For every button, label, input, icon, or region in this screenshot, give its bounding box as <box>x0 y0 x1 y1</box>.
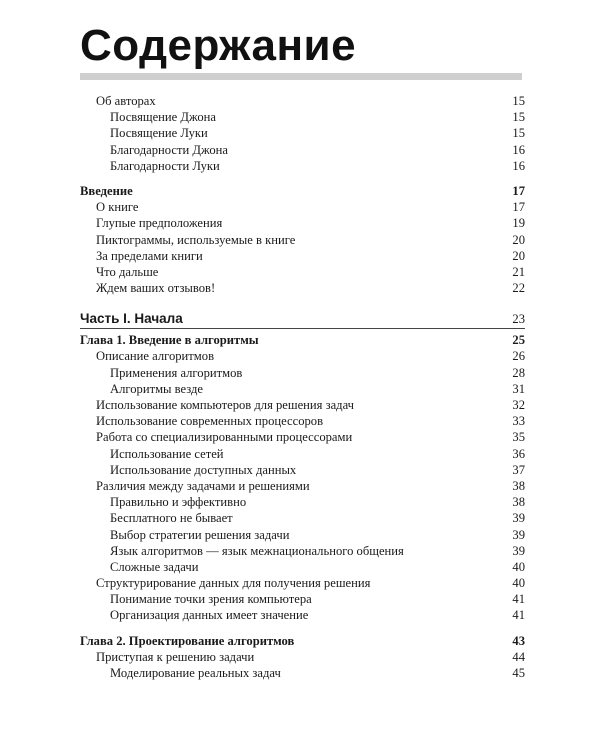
toc-page-number: 26 <box>512 349 525 364</box>
toc-entry[interactable] <box>80 478 525 494</box>
toc-chapter-entry[interactable] <box>80 332 525 348</box>
toc-page-number: 39 <box>512 527 525 542</box>
toc-page-number: 15 <box>512 94 525 108</box>
toc-entry[interactable] <box>80 215 525 231</box>
toc-entry-title: Приступая к решению задачи <box>96 649 255 664</box>
toc-entry-title: Ждем ваших отзывов! <box>96 281 216 296</box>
toc-entry[interactable] <box>80 429 525 445</box>
toc-entry[interactable] <box>80 199 525 215</box>
toc-page-number: 23 <box>512 312 525 327</box>
toc-entry[interactable] <box>80 397 525 413</box>
toc-page-number: 38 <box>512 495 525 510</box>
toc-entry-title: Использование сетей <box>110 446 224 461</box>
toc-page-number: 15 <box>512 126 525 141</box>
toc-entry-title: Организация данных имеет значение <box>110 608 309 623</box>
toc-part-heading[interactable] <box>80 311 525 329</box>
toc-entry[interactable] <box>80 462 525 478</box>
toc-page-number: 20 <box>512 248 525 263</box>
toc-entry[interactable] <box>80 413 525 429</box>
toc-page-number: 15 <box>512 110 525 125</box>
toc-entry[interactable] <box>80 232 525 248</box>
toc-entry[interactable] <box>80 665 525 681</box>
toc-entry[interactable] <box>80 365 525 381</box>
toc-entry-title: Понимание точки зрения компьютера <box>110 592 312 607</box>
toc-entry-title: Глава 1. Введение в алгоритмы <box>80 333 259 348</box>
toc-entry[interactable] <box>80 494 525 510</box>
toc-entry[interactable] <box>80 264 525 280</box>
toc-page-number: 35 <box>512 430 525 445</box>
toc-entry-title: Различия между задачами и решениями <box>96 478 310 493</box>
toc-page-number: 40 <box>512 576 525 591</box>
toc-page-number: 19 <box>512 216 525 231</box>
page-title: Содержание <box>80 21 357 70</box>
toc-page-number: 41 <box>512 608 525 623</box>
toc-entry-title: Язык алгоритмов — язык межнационального общения <box>110 543 404 558</box>
toc-entry[interactable] <box>80 280 525 296</box>
toc-entry-title: Посвящение Джона <box>110 110 216 125</box>
toc-entry[interactable] <box>80 446 525 462</box>
toc-page-number: 39 <box>512 543 525 558</box>
toc-page-number: 39 <box>512 511 525 526</box>
title-rule <box>80 73 522 80</box>
toc-entry-title: О книге <box>96 200 139 215</box>
toc-entry-title: Применения алгоритмов <box>110 365 243 380</box>
toc-entry[interactable] <box>80 510 525 526</box>
toc-entry[interactable] <box>80 158 525 174</box>
table-of-contents <box>80 93 525 681</box>
toc-page-number: 17 <box>512 183 525 198</box>
toc-page-number: 44 <box>512 649 525 664</box>
toc-entry[interactable] <box>80 93 525 109</box>
toc-page-number: 16 <box>512 158 525 173</box>
toc-page-number: 45 <box>512 666 525 680</box>
toc-entry-title: Благодарности Джона <box>110 142 228 157</box>
toc-entry-title: Выбор стратегии решения задачи <box>110 527 290 542</box>
toc-entry-title: Введение <box>80 183 133 198</box>
toc-entry-title: Об авторах <box>96 94 156 108</box>
toc-entry[interactable] <box>80 248 525 264</box>
toc-entry[interactable] <box>80 348 525 364</box>
toc-page-number: 22 <box>512 281 525 296</box>
toc-page-number: 31 <box>512 381 525 396</box>
toc-entry-title: Благодарности Луки <box>110 158 220 173</box>
toc-entry-title: Алгоритмы везде <box>110 381 204 396</box>
toc-page-number: 16 <box>512 142 525 157</box>
toc-entry-title: За пределами книги <box>96 248 203 263</box>
toc-entry-title: Бесплатного не бывает <box>110 511 233 526</box>
toc-entry-title: Пиктограммы, используемые в книге <box>96 232 296 247</box>
toc-entry-title: Сложные задачи <box>110 559 199 574</box>
toc-page-number: 40 <box>512 559 525 574</box>
toc-page-number: 25 <box>512 333 525 348</box>
toc-entry[interactable] <box>80 527 525 543</box>
toc-page-number: 20 <box>512 232 525 247</box>
toc-entry-title: Работа со специализированными процессорами <box>96 430 353 445</box>
toc-entry-title: Часть I. Начала <box>80 311 183 327</box>
toc-entry-title: Моделирование реальных задач <box>110 666 281 680</box>
toc-page-number: 37 <box>512 462 525 477</box>
toc-entry-title: Использование современных процессоров <box>96 414 324 429</box>
toc-entry[interactable] <box>80 607 525 623</box>
toc-page-number: 32 <box>512 398 525 412</box>
toc-entry[interactable] <box>80 142 525 158</box>
toc-entry-title: Использование доступных данных <box>110 462 297 477</box>
toc-entry-title: Что дальше <box>96 264 159 279</box>
toc-page-number: 41 <box>512 592 525 607</box>
toc-entry-title: Описание алгоритмов <box>96 349 215 364</box>
toc-entry[interactable] <box>80 575 525 591</box>
toc-page-number: 38 <box>512 478 525 493</box>
toc-entry[interactable] <box>80 381 525 397</box>
toc-entry[interactable] <box>80 649 525 665</box>
toc-chapter-entry[interactable] <box>80 183 525 199</box>
toc-entry-title: Глава 2. Проектирование алгоритмов <box>80 633 295 648</box>
toc-page-number: 17 <box>512 200 525 215</box>
toc-page-number: 43 <box>512 633 525 648</box>
toc-entry[interactable] <box>80 591 525 607</box>
toc-page-number: 21 <box>512 264 525 279</box>
toc-entry[interactable] <box>80 125 525 141</box>
toc-page-number: 33 <box>512 414 525 429</box>
toc-entry[interactable] <box>80 559 525 575</box>
toc-chapter-entry[interactable] <box>80 633 525 649</box>
toc-entry-title: Глупые предположения <box>96 216 223 231</box>
toc-entry-title: Посвящение Луки <box>110 126 208 141</box>
toc-entry-title: Использование компьютеров для решения задач <box>96 398 354 412</box>
toc-entry-title: Структурирование данных для получения решения <box>96 576 371 591</box>
toc-entry-title: Правильно и эффективно <box>110 495 247 510</box>
toc-page-number: 28 <box>512 365 525 380</box>
toc-page-number: 36 <box>512 446 525 461</box>
toc-entry[interactable] <box>80 543 525 559</box>
toc-entry[interactable] <box>80 109 525 125</box>
